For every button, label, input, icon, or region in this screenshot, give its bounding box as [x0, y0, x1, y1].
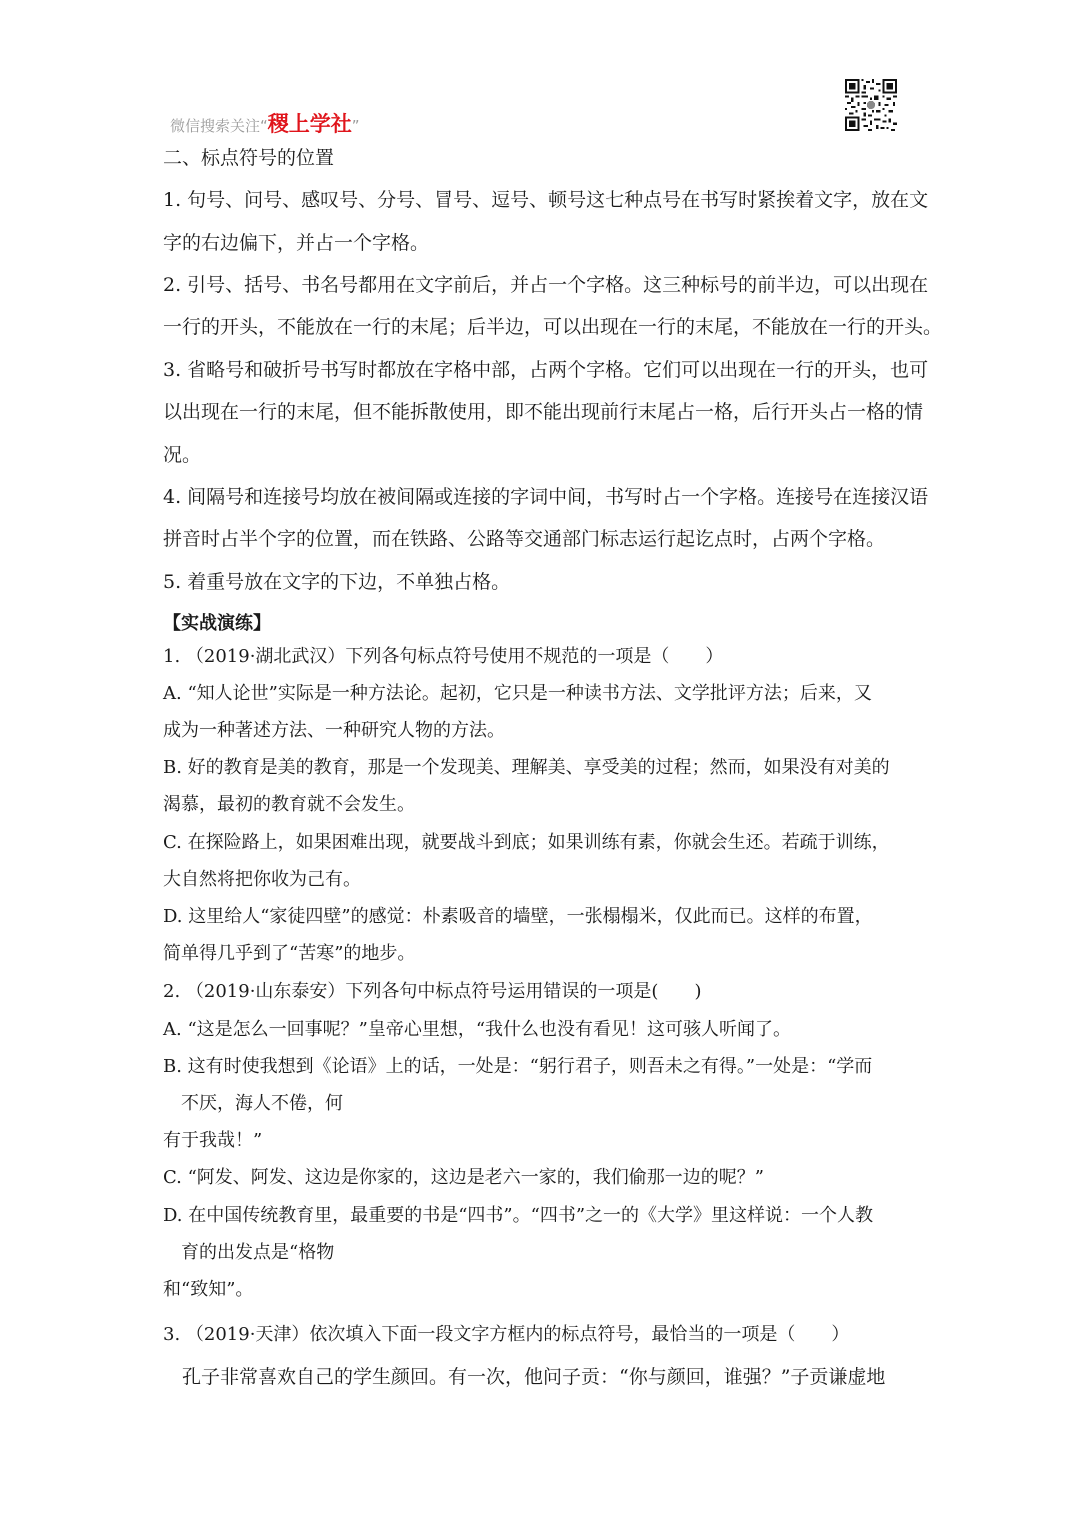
text-line: 有于我哉！” [163, 1130, 263, 1151]
text-line: 3. 省略号和破折号书写时都放在字格中部，占两个字格。它们可以出现在一行的开头，也可 [163, 359, 929, 381]
text-line: 2. 引号、括号、书名号都用在文字前后，并占一个字格。这三种标号的前半边，可以出现在 [163, 274, 929, 296]
text-line: B. 这有时使我想到《论语》上的话，一处是：“躬行君子，则吾未之有得。”一处是：“学而 [163, 1056, 873, 1077]
header-close-quote: ” [351, 117, 360, 135]
header-open-quote: “ [260, 117, 268, 135]
text-line: 简单得几乎到了“苦寒”的地步。 [163, 943, 416, 964]
text-line: 和“致知”。 [163, 1279, 254, 1300]
text-line: 大自然将把你收为己有。 [163, 869, 361, 890]
text-line: 1. （2019·湖北武汉）下列各句标点符号使用不规范的一项是（ ） [163, 646, 724, 667]
text-line: 拼音时占半个字的位置，而在铁路、公路等交通部门标志运行起讫点时，占两个字格。 [163, 528, 886, 550]
text-line: 字的右边偏下，并占一个字格。 [163, 232, 430, 254]
text-line: 2. （2019·山东泰安）下列各句中标点符号运用错误的一项是( ) [163, 981, 702, 1002]
text-line: D. 在中国传统教育里，最重要的书是“四书”。“四书”之一的《大学》里这样说：一个人教 [163, 1205, 874, 1226]
text-line: C. “阿发、阿发、这边是你家的，这边是老六一家的，我们偷那一边的呢？” [163, 1167, 764, 1188]
header-prefix: 微信搜索关注 [170, 117, 261, 135]
text-line: 孔子非常喜欢自己的学生颜回。有一次，他问子贡：“你与颜回，谁强？”子贡谦虚地 [163, 1366, 886, 1388]
text-line: D. 这里给人“家徒四壁”的感觉：朴素吸音的墙壁，一张榻榻米，仅此而已。这样的布置， [163, 906, 873, 927]
text-line: C. 在探险路上，如果困难出现，就要战斗到底；如果训练有素，你就会生还。若疏于训练， [163, 832, 890, 853]
text-line: 以出现在一行的末尾，但不能拆散使用，即不能出现前行末尾占一格，后行开头占一格的情 [163, 401, 924, 423]
text-line: A. “知人论世”实际是一种方法论。起初，它只是一种读书方法、文学批评方法；后来，又 [163, 683, 872, 704]
section-heading: 【实战演练】 [163, 613, 271, 634]
text-line: 一行的开头，不能放在一行的末尾；后半边，可以出现在一行的末尾，不能放在一行的开头。 [163, 316, 943, 338]
text-line: 育的出发点是“格物 [163, 1242, 335, 1263]
qr-code-icon [845, 79, 897, 131]
page-header [170, 108, 360, 138]
text-line: 3. （2019·天津）依次填入下面一段文字方框内的标点符号，最恰当的一项是（ ） [163, 1324, 850, 1345]
brand-name: 稷上学社 [267, 111, 352, 136]
text-line: 成为一种著述方法、一种研究人物的方法。 [163, 720, 505, 741]
text-line: 不厌，海人不倦，何 [163, 1093, 343, 1114]
text-line: 二、标点符号的位置 [163, 147, 335, 169]
text-line: A. “这是怎么一回事呢？”皇帝心里想，“我什么也没有看见！这可骇人听闻了。 [163, 1019, 792, 1040]
text-line: 4. 间隔号和连接号均放在被间隔或连接的字词中间，书写时占一个字格。连接号在连接汉语 [163, 486, 929, 508]
text-line: 1. 句号、问号、感叹号、分号、冒号、逗号、顿号这七种点号在书写时紧挨着文字，放在文 [163, 189, 929, 211]
text-line: 渴慕，最初的教育就不会发生。 [163, 794, 415, 815]
text-line: 况。 [163, 444, 202, 466]
text-line: 5. 着重号放在文字的下边，不单独占格。 [163, 571, 511, 593]
text-line: B. 好的教育是美的教育，那是一个发现美、理解美、享受美的过程；然而，如果没有对美的 [163, 757, 890, 778]
